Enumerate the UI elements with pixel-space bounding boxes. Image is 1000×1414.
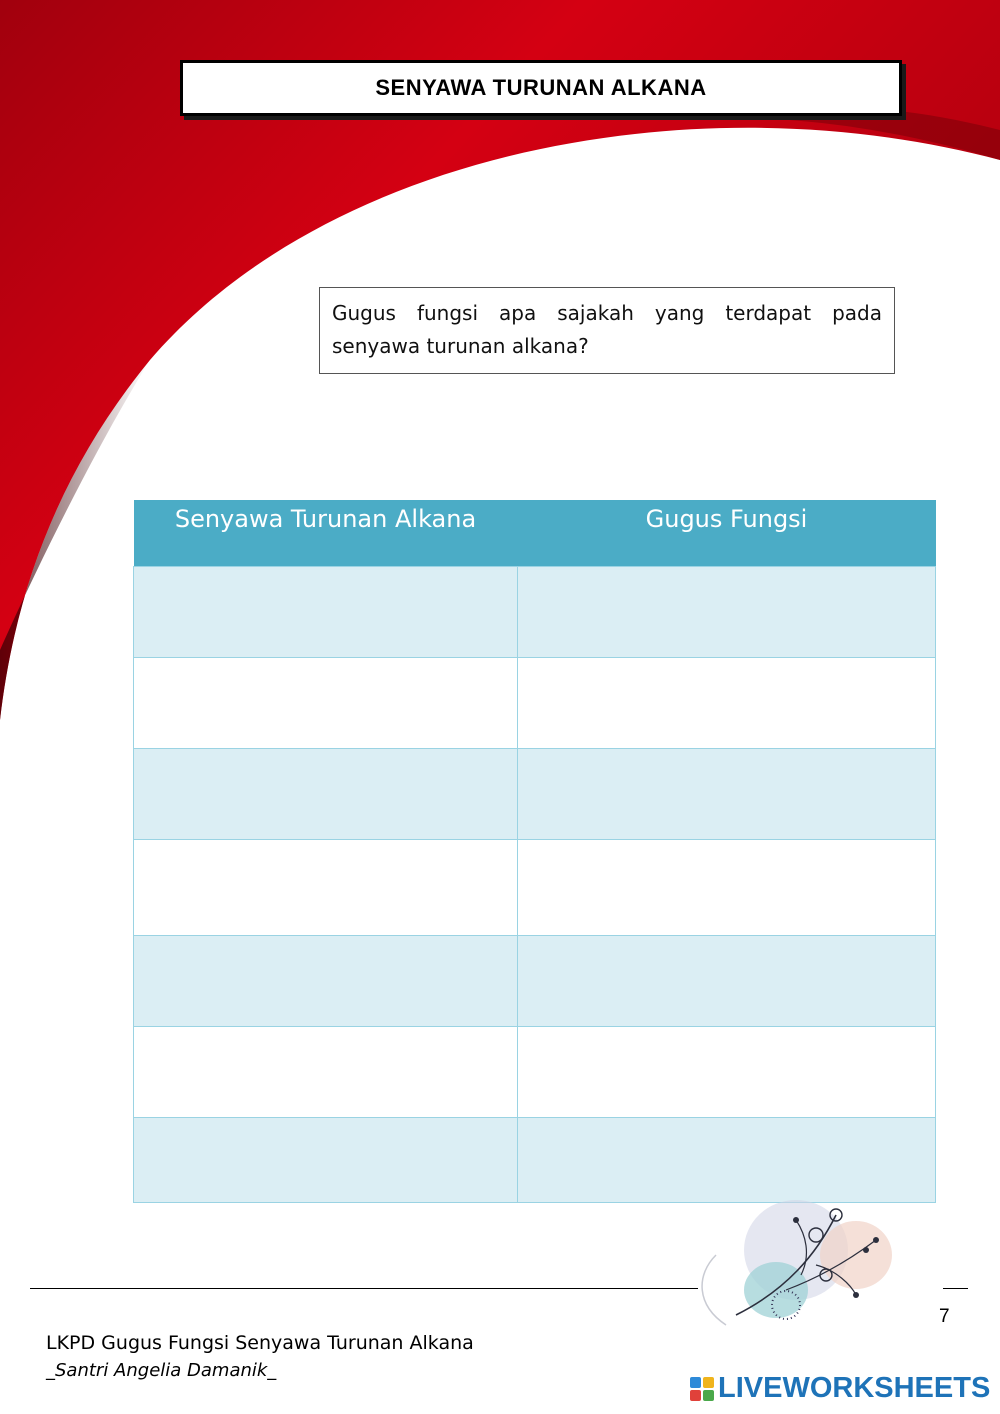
answer-input-group-4[interactable] <box>518 877 935 898</box>
answer-input-compound-5[interactable] <box>134 971 517 992</box>
table-row <box>134 840 936 936</box>
liveworksheets-brand <box>690 1372 990 1405</box>
table-cell <box>518 749 936 840</box>
table-cell <box>518 936 936 1027</box>
table-cell <box>134 1027 518 1118</box>
table-cell <box>134 658 518 749</box>
page-number: 7 <box>939 1306 950 1327</box>
table-row <box>134 567 936 658</box>
table-cell <box>518 658 936 749</box>
answer-input-group-6[interactable] <box>518 1062 935 1083</box>
answer-input-compound-6[interactable] <box>134 1062 517 1083</box>
answer-input-compound-1[interactable] <box>134 602 517 623</box>
liveworksheets-logo-icon <box>690 1377 714 1401</box>
answer-input-compound-7[interactable] <box>134 1150 517 1171</box>
title-banner <box>180 60 902 116</box>
footer-divider-left <box>30 1288 698 1289</box>
answer-input-compound-4[interactable] <box>134 877 517 898</box>
table-cell <box>134 567 518 658</box>
page-title: SENYAWA TURUNAN ALKANA <box>375 75 707 100</box>
table-cell <box>134 1118 518 1203</box>
footer-document-title: LKPD Gugus Fungsi Senyawa Turunan Alkana <box>46 1332 474 1354</box>
table-cell <box>134 749 518 840</box>
column-header-compound: Senyawa Turunan Alkana <box>134 500 518 567</box>
question-text: Gugus fungsi apa sajakah yang terdapat pada senyawa turunan alkana? <box>332 301 882 358</box>
table-cell <box>518 840 936 936</box>
answer-input-compound-2[interactable] <box>134 693 517 714</box>
answer-input-group-3[interactable] <box>518 784 935 805</box>
table-row <box>134 749 936 840</box>
brand-name: LIVEWORKSHEETS <box>718 1372 991 1404</box>
answer-input-group-1[interactable] <box>518 602 935 623</box>
column-header-functional-group: Gugus Fungsi <box>518 500 936 567</box>
question-box <box>319 287 895 374</box>
footer-author: _Santri Angelia Damanik_ <box>46 1360 277 1381</box>
table-cell <box>518 1027 936 1118</box>
answer-input-group-5[interactable] <box>518 971 935 992</box>
answer-input-compound-3[interactable] <box>134 784 517 805</box>
table-cell <box>518 1118 936 1203</box>
table-row <box>134 1027 936 1118</box>
table-row <box>134 658 936 749</box>
table-row <box>134 1118 936 1203</box>
table-cell <box>518 567 936 658</box>
answer-input-group-2[interactable] <box>518 693 935 714</box>
answer-input-group-7[interactable] <box>518 1150 935 1171</box>
table-cell <box>134 840 518 936</box>
footer-divider-right <box>943 1288 968 1289</box>
answer-table <box>133 500 936 1203</box>
floral-branch-icon <box>676 1195 916 1335</box>
table-cell <box>134 936 518 1027</box>
table-header-row <box>134 500 936 567</box>
table-row <box>134 936 936 1027</box>
